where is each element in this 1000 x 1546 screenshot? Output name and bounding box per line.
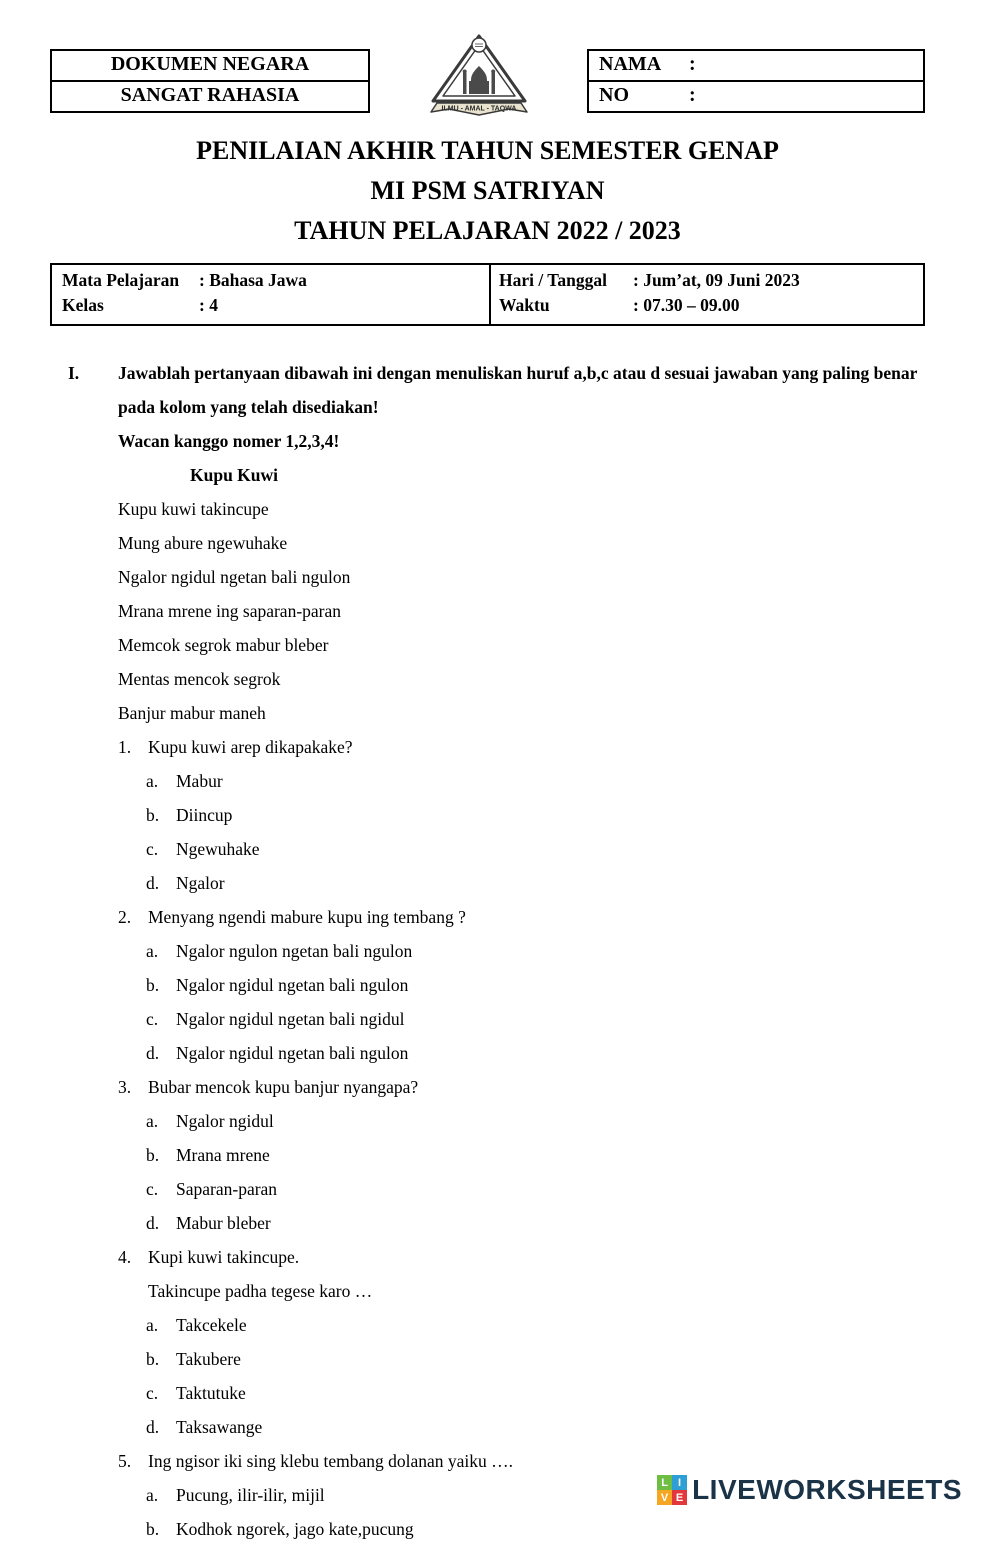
hari-row xyxy=(499,268,923,293)
no-row xyxy=(589,80,923,111)
option-text: Ngewuhake xyxy=(176,839,260,859)
option-text: Ngalor ngidul ngetan bali ngulon xyxy=(176,1043,409,1063)
option-letter: d. xyxy=(146,1417,160,1437)
option-text: Ngalor ngidul xyxy=(176,1111,274,1131)
option-text: Takubere xyxy=(176,1349,241,1369)
waktu-row xyxy=(499,293,923,318)
option-letter: a. xyxy=(146,1315,159,1335)
question-text: Ing ngisor iki sing klebu tembang dolanan yaiku …. xyxy=(148,1451,514,1471)
answer-option xyxy=(146,1036,925,1070)
sangat-rahasia-label: SANGAT RAHASIA xyxy=(120,84,300,106)
option-letter: b. xyxy=(146,1349,160,1369)
header xyxy=(50,45,925,119)
option-letter: d. xyxy=(146,1213,160,1233)
questions xyxy=(118,730,925,1546)
answer-option xyxy=(146,1206,925,1240)
poem-title: Kupu Kuwi xyxy=(190,465,279,485)
poem-line: Mentas mencok segrok xyxy=(118,669,281,689)
wacan-note: Wacan kanggo nomer 1,2,3,4! xyxy=(118,431,340,451)
question-text: Kupu kuwi arep dikapakake? xyxy=(148,737,353,757)
kelas-row xyxy=(62,293,489,318)
question xyxy=(118,1070,925,1240)
question xyxy=(118,730,925,900)
mapel-label: Mata Pelajaran xyxy=(62,270,180,290)
liveworksheets-icon xyxy=(657,1475,687,1505)
question-number: 5. xyxy=(118,1451,132,1471)
option-text: Ngalor xyxy=(176,873,225,893)
answer-option xyxy=(146,968,925,1002)
option-letter: c. xyxy=(146,1009,159,1029)
question-number: 4. xyxy=(118,1247,132,1267)
question-extra-line: Takincupe padha tegese karo … xyxy=(148,1281,373,1301)
sangat-rahasia-box xyxy=(50,82,370,113)
option-letter: c. xyxy=(146,1179,159,1199)
hari-label: Hari / Tanggal xyxy=(499,270,607,290)
option-text: Mabur xyxy=(176,771,223,791)
option-text: Taktutuke xyxy=(176,1383,246,1403)
exam-title-line3: TAHUN PELAJARAN 2022 / 2023 xyxy=(294,216,681,245)
option-letter: a. xyxy=(146,1111,159,1131)
question-head xyxy=(118,1070,925,1104)
answer-option xyxy=(146,1172,925,1206)
poem-line: Kupu kuwi takincupe xyxy=(118,499,269,519)
section-instruction xyxy=(50,356,925,424)
option-letter: b. xyxy=(146,805,160,825)
liveworksheets-icon-tile: L xyxy=(657,1475,672,1490)
school-logo-icon xyxy=(425,33,533,119)
no-label: NO xyxy=(599,84,629,106)
question-text: Bubar mencok kupu banjur nyangapa? xyxy=(148,1077,419,1097)
poem-line: Banjur mabur maneh xyxy=(118,703,266,723)
question xyxy=(118,900,925,1070)
liveworksheets-icon-tile: I xyxy=(672,1475,687,1490)
option-text: Ngalor ngulon ngetan bali ngulon xyxy=(176,941,413,961)
exam-title-line2: MI PSM SATRIYAN xyxy=(370,176,605,205)
answer-option xyxy=(146,832,925,866)
option-letter: d. xyxy=(146,873,160,893)
question-text: Kupi kuwi takincupe. xyxy=(148,1247,300,1267)
info-right-column xyxy=(489,265,923,324)
exam-title xyxy=(50,131,925,251)
question-head xyxy=(118,1240,925,1274)
nama-colon: : xyxy=(689,53,696,75)
section-one xyxy=(50,356,925,1546)
option-letter: c. xyxy=(146,839,159,859)
liveworksheets-icon-tile: E xyxy=(672,1490,687,1505)
question-head xyxy=(118,1444,925,1478)
kelas-label: Kelas xyxy=(62,295,104,315)
option-letter: c. xyxy=(146,1383,159,1403)
answer-option xyxy=(146,1342,925,1376)
dokumen-negara-label: DOKUMEN NEGARA xyxy=(110,53,310,75)
mapel-row xyxy=(62,268,489,293)
poem-line: Memcok segrok mabur bleber xyxy=(118,635,329,655)
waktu-value: : 07.30 – 09.00 xyxy=(633,295,740,315)
poem-lines xyxy=(118,492,925,730)
option-letter: b. xyxy=(146,1519,160,1539)
option-letter: a. xyxy=(146,1485,159,1505)
poem-line: Mrana mrene ing saparan-paran xyxy=(118,601,342,621)
answer-option xyxy=(146,1138,925,1172)
option-text: Kodhok ngorek, jago kate,pucung xyxy=(176,1519,414,1539)
liveworksheets-icon-tile: V xyxy=(657,1490,672,1505)
option-text: Ngalor ngidul ngetan bali ngidul xyxy=(176,1009,405,1029)
question-number: 3. xyxy=(118,1077,132,1097)
option-letter: a. xyxy=(146,771,159,791)
option-letter: b. xyxy=(146,975,160,995)
school-logo xyxy=(370,33,587,119)
answer-option xyxy=(146,1002,925,1036)
question xyxy=(118,1240,925,1444)
answer-option xyxy=(146,1410,925,1444)
no-colon: : xyxy=(689,84,696,106)
section-numeral: I. xyxy=(68,363,80,383)
option-text: Ngalor ngidul ngetan bali ngulon xyxy=(176,975,409,995)
question-head xyxy=(118,730,925,764)
dokumen-negara-box xyxy=(50,49,370,82)
option-text: Taksawange xyxy=(176,1417,263,1437)
answer-option xyxy=(146,866,925,900)
waktu-label: Waktu xyxy=(499,295,550,315)
classification-boxes xyxy=(50,49,370,113)
nama-row xyxy=(589,51,923,80)
question-text: Menyang ngendi mabure kupu ing tembang ? xyxy=(148,907,466,927)
section-content xyxy=(118,424,925,1546)
poem-line: Ngalor ngidul ngetan bali ngulon xyxy=(118,567,351,587)
student-identity-box xyxy=(587,49,925,113)
option-text: Mrana mrene xyxy=(176,1145,270,1165)
question-number: 2. xyxy=(118,907,132,927)
question-number: 1. xyxy=(118,737,132,757)
liveworksheets-footer[interactable] xyxy=(657,1474,962,1506)
section-instruction-text: Jawablah pertanyaan dibawah ini dengan menuliskan huruf a,b,c atau d sesuai jawaban yang paling benar pada kolom yang telah disediakan! xyxy=(118,363,918,417)
nama-label: NAMA xyxy=(599,53,662,75)
option-text: Diincup xyxy=(176,805,233,825)
answer-option xyxy=(146,1308,925,1342)
option-letter: d. xyxy=(146,1043,160,1063)
option-text: Saparan-paran xyxy=(176,1179,278,1199)
option-text: Takcekele xyxy=(176,1315,247,1335)
exam-info-table xyxy=(50,263,925,326)
option-letter: b. xyxy=(146,1145,160,1165)
answer-option xyxy=(146,1104,925,1138)
kelas-value: : 4 xyxy=(199,295,218,315)
option-text: Mabur bleber xyxy=(176,1213,271,1233)
answer-option xyxy=(146,934,925,968)
mapel-value: : Bahasa Jawa xyxy=(199,270,307,290)
option-text: Pucung, ilir-ilir, mijil xyxy=(176,1485,325,1505)
option-letter: a. xyxy=(146,941,159,961)
answer-option xyxy=(146,1376,925,1410)
answer-option xyxy=(146,764,925,798)
hari-value: : Jum’at, 09 Juni 2023 xyxy=(633,270,800,290)
info-left-column xyxy=(52,265,489,324)
answer-option xyxy=(146,1512,925,1546)
question-head xyxy=(118,900,925,934)
logo-banner-text: ILMU - AMAL - TAQWA xyxy=(441,105,516,113)
exam-title-line1: PENILAIAN AKHIR TAHUN SEMESTER GENAP xyxy=(196,136,779,165)
answer-option xyxy=(146,798,925,832)
liveworksheets-wordmark: LIVEWORKSHEETS xyxy=(692,1474,962,1505)
poem-line: Mung abure ngewuhake xyxy=(118,533,288,553)
